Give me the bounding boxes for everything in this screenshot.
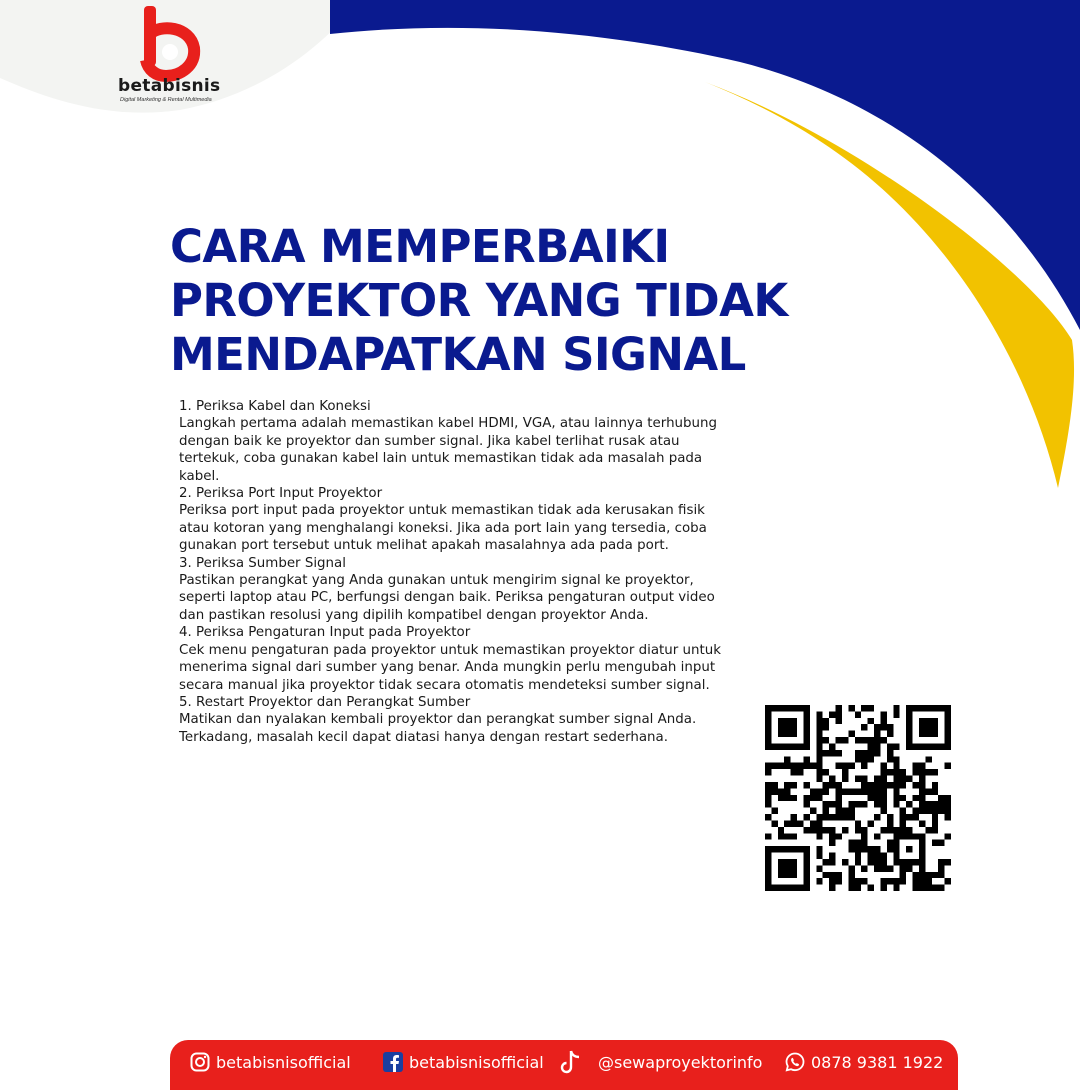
- body-line: menerima signal dari sumber yang benar. Anda mungkin perlu mengubah input: [179, 660, 716, 676]
- body-line: 5. Restart Proyektor dan Perangkat Sumber: [179, 694, 471, 710]
- body-line: gunakan port tersebut untuk melihat apakah masalahnya ada pada port.: [179, 538, 669, 554]
- instagram-handle: betabisnisofficial: [216, 1052, 351, 1072]
- footer-instagram[interactable]: [190, 1050, 351, 1074]
- body-line: tertekuk, coba gunakan kabel lain untuk memastikan tidak ada masalah pada: [179, 451, 703, 467]
- body-line: dan pastikan resolusi yang dipilih kompatibel dengan proyektor Anda.: [179, 607, 649, 623]
- body-line: kabel.: [179, 468, 220, 484]
- facebook-icon: [383, 1052, 403, 1072]
- qr-code-icon[interactable]: [765, 705, 951, 891]
- tiktok-handle: @sewaproyektorinfo: [598, 1052, 763, 1072]
- body-line: Periksa port input pada proyektor untuk memastikan tidak ada kerusakan fisik: [179, 503, 705, 519]
- article-body: [179, 398, 759, 746]
- page-title: [170, 220, 788, 382]
- instagram-icon: [190, 1052, 210, 1072]
- body-line: atau kotoran yang menghalangi koneksi. Jika ada port lain yang tersedia, coba: [179, 520, 707, 536]
- footer-whatsapp[interactable]: [785, 1050, 943, 1074]
- footer-tiktok[interactable]: [558, 1050, 762, 1074]
- body-line: secara manual jika proyektor tidak secara otomatis mendeteksi sumber signal.: [179, 677, 710, 693]
- body-line: 4. Periksa Pengaturan Input pada Proyektor: [179, 625, 471, 641]
- body-line: 1. Periksa Kabel dan Koneksi: [179, 399, 371, 414]
- title-line: PROYEKTOR YANG TIDAK: [170, 274, 788, 327]
- body-line: Matikan dan nyalakan kembali proyektor dan perangkat sumber signal Anda.: [179, 712, 697, 728]
- footer-facebook[interactable]: [383, 1050, 544, 1074]
- brand-tagline: Digital Marketing & Rental Multimedia: [120, 97, 212, 103]
- body-line: 3. Periksa Sumber Signal: [179, 555, 346, 571]
- title-line: MENDAPATKAN SIGNAL: [170, 328, 746, 381]
- body-line: Terkadang, masalah kecil dapat diatasi hanya dengan restart sederhana.: [179, 729, 669, 745]
- body-line: dengan baik ke proyektor dan sumber signal. Jika kabel terlihat rusak atau: [179, 433, 680, 449]
- body-line: seperti laptop atau PC, berfungsi dengan baik. Periksa pengaturan output video: [179, 590, 715, 606]
- body-line: Cek menu pengaturan pada proyektor untuk memastikan proyektor diatur untuk: [179, 642, 722, 658]
- whatsapp-icon: [785, 1052, 805, 1072]
- title-line: CARA MEMPERBAIKI: [170, 220, 670, 273]
- brand-name: betabisnis: [118, 76, 221, 96]
- facebook-handle: betabisnisofficial: [409, 1052, 544, 1072]
- tiktok-icon: [558, 1049, 584, 1075]
- whatsapp-number: 0878 9381 1922: [811, 1052, 944, 1072]
- body-line: Langkah pertama adalah memastikan kabel HDMI, VGA, atau lainnya terhubung: [179, 416, 718, 432]
- body-line: Pastikan perangkat yang Anda gunakan untuk mengirim signal ke proyektor,: [179, 573, 694, 589]
- body-line: 2. Periksa Port Input Proyektor: [179, 486, 383, 502]
